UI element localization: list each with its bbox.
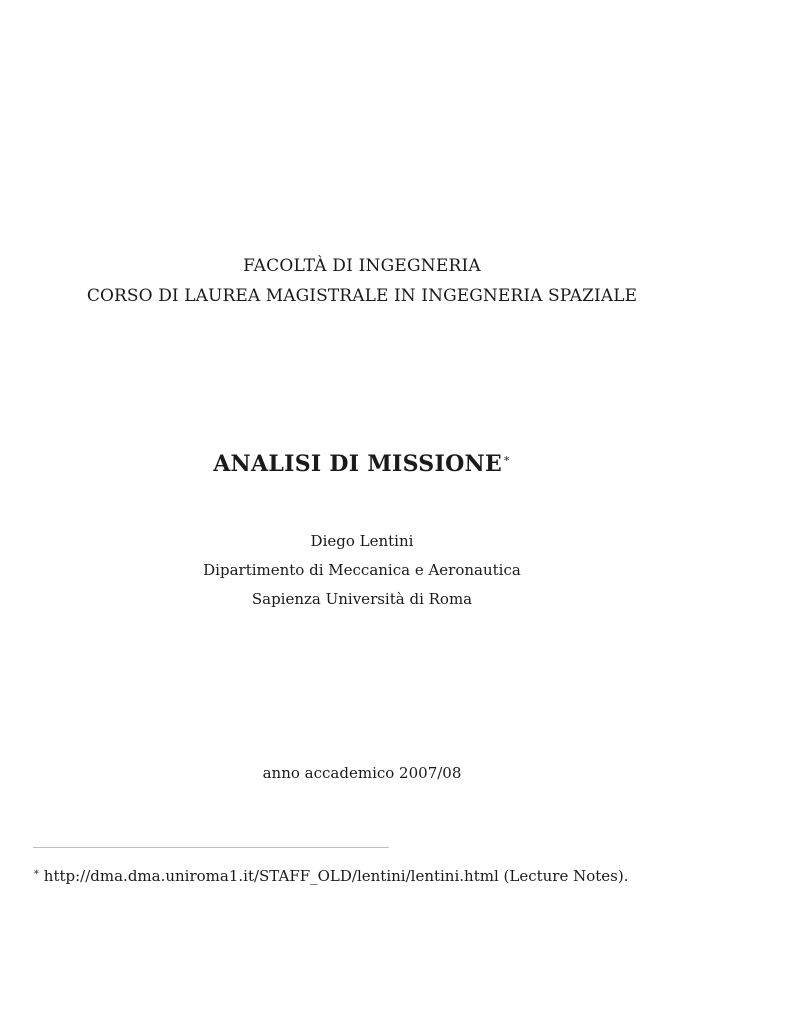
- faculty-heading: FACOLTÀ DI INGEGNERIA: [243, 256, 481, 276]
- footnote: [33, 867, 628, 885]
- document-title: [0, 451, 724, 477]
- title-footnote-mark: ∗: [503, 452, 511, 465]
- course-heading: CORSO DI LAUREA MAGISTRALE IN INGEGNERIA SPAZIALE: [86, 286, 638, 306]
- academic-year: anno accademico 2007/08: [262, 764, 462, 782]
- author-university: Sapienza Università di Roma: [251, 590, 473, 608]
- author-department: Dipartimento di Meccanica e Aeronautica: [203, 561, 521, 579]
- author-name: Diego Lentini: [310, 532, 414, 550]
- title-text: ANALISI DI MISSIONE: [213, 451, 503, 477]
- footnote-text: http://dma.dma.uniroma1.it/STAFF_OLD/lentini/lentini.html (Lecture Notes).: [43, 867, 629, 885]
- footnote-mark: ∗: [33, 867, 40, 878]
- footnote-divider: [33, 847, 389, 848]
